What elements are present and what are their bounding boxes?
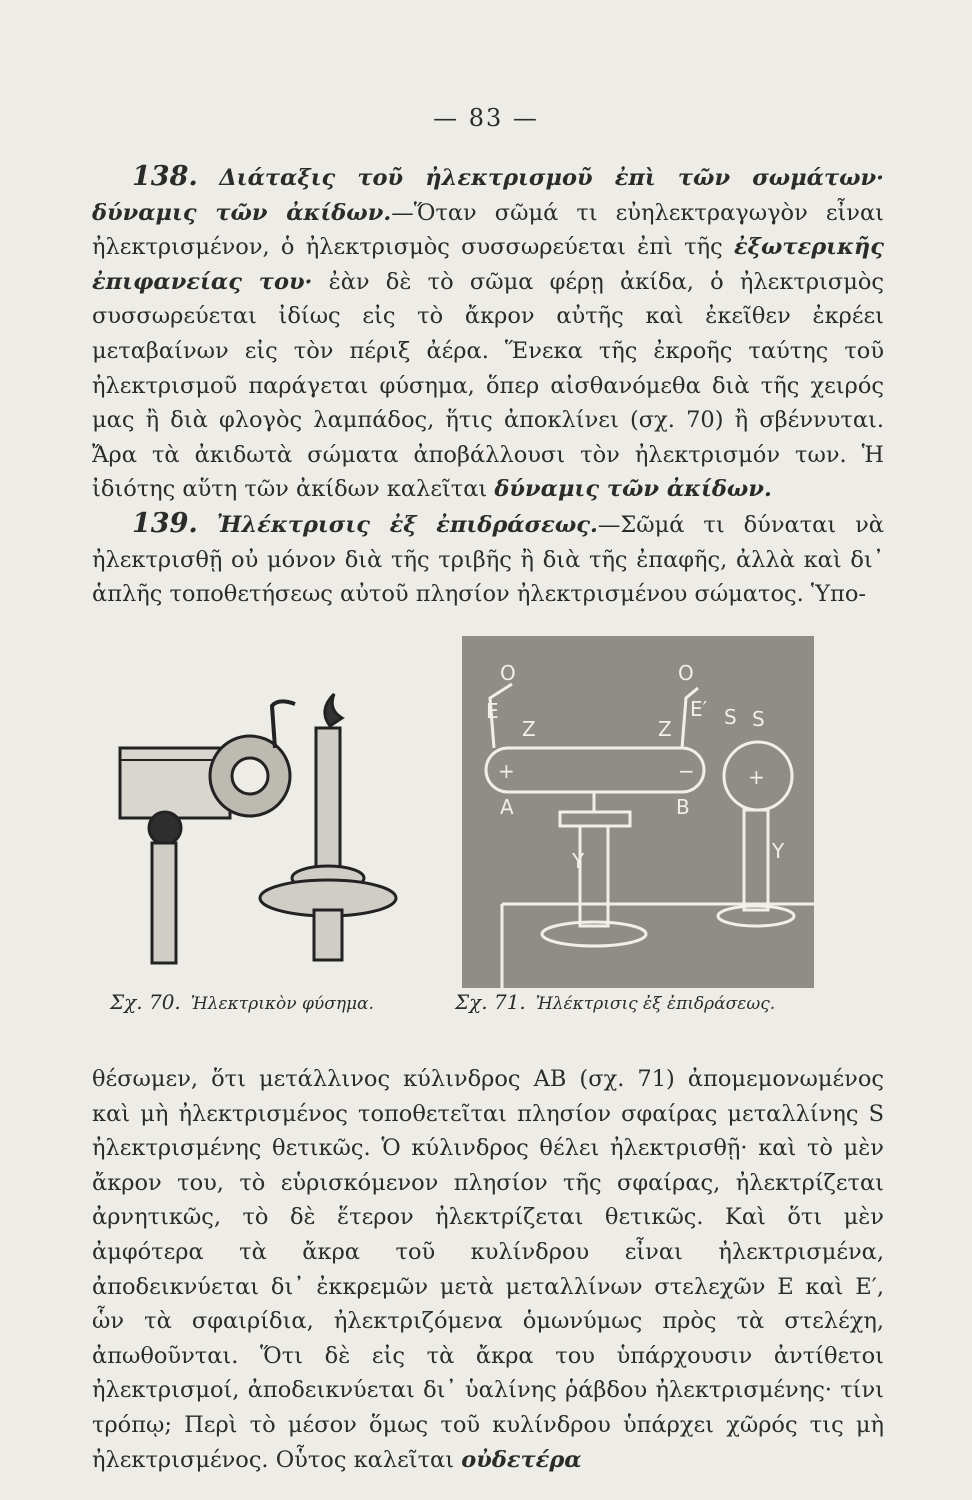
- section-number: 139.: [132, 507, 198, 539]
- paragraph-text: —Σῶμά τι δύναται νὰ ἠλεκτρισθῇ οὐ μόνον διὰ τῆς τριβῆς ἢ διὰ τῆς ἐπαφῆς, ἀλλὰ καὶ δι᾿ ἁπλῆς τοποθετήσεως αὐτοῦ πλησίον ἠλεκτρισμένου σώματος. Ὑπο-: [92, 511, 885, 608]
- page-number: — 83 —: [433, 104, 539, 132]
- figure-70-number: Σχ. 70.: [110, 990, 181, 1014]
- figure-71-label-e: E: [486, 699, 499, 723]
- figure-71-label-b: B: [676, 795, 690, 819]
- figure-71-label-o-left: O: [500, 661, 516, 685]
- section-title: Διάταξις τοῦ ἠλεκτρισμοῦ ἐπὶ τῶν σωμάτων· δύναμις τῶν ἀκίδων.: [92, 165, 884, 226]
- figure-71-label-s-left: S: [724, 705, 737, 729]
- figure-71-label-minus-right: −: [678, 759, 695, 783]
- figure-71-label-z-right: Z: [658, 717, 672, 741]
- figure-71-label-plus-sphere: +: [748, 765, 765, 789]
- paragraph-text: ἐὰν δὲ τὸ σῶμα φέρῃ ἀκίδα, ὁ ἠλεκτρισμὸς συσσωρεύεται ἰδίως εἰς τὸ ἄκρον αὐτῆς καὶ ἐκεῖθεν ἐκρέει μεταβαίνων εἰς τὸν πέριξ ἀέρα. Ἕνεκα τῆς ἐκροῆς ταύτης τοῦ ἠλεκτρισμοῦ παράγεται φύσημα, ὅπερ αἰσθανόμεθα διὰ τῆς χειρός μας ἢ διὰ φλογὸς λαμπάδος, ἥτις ἀποκλίνει (σχ. 70) ἢ σβέννυται. Ἄρα τὰ ἀκιδωτὰ σώματα ἀποβάλλουσι τὸν ἠλεκτρισμόν των. Ἡ ἰδιότης αὕτη τῶν ἀκίδων καλεῖται: [92, 268, 885, 503]
- emphasized-term: δύναμις τῶν ἀκίδων.: [494, 476, 772, 503]
- figure-71-number: Σχ. 71.: [455, 990, 526, 1014]
- figure-70-caption-text: Ἠλεκτρικὸν φύσημα.: [190, 994, 374, 1014]
- text-block-bottom: [92, 1062, 884, 1477]
- emphasized-term: οὐδετέρα: [461, 1446, 582, 1473]
- emphasized-term: ἐξωτερικῆς ἐπιφανείας του·: [92, 234, 884, 295]
- section-number: 138.: [132, 161, 198, 192]
- figure-71-illustration: [462, 636, 814, 988]
- figure-71-label-plus-left: +: [498, 759, 515, 783]
- paragraph-section-138: [92, 160, 884, 507]
- figure-71-label-e-prime: E′: [690, 697, 708, 721]
- figure-71-caption-text: Ἠλέκτρισις ἐξ ἐπιδράσεως.: [535, 994, 776, 1014]
- figure-71-caption: [455, 990, 775, 1014]
- figure-71-label-s-top: S: [752, 707, 765, 731]
- figure-71-label-y-right: Y: [772, 839, 785, 863]
- figure-70-illustration: [110, 688, 430, 978]
- text-block-top: [92, 160, 884, 612]
- paragraph-text: θέσωμεν, ὅτι μετάλλινος κύλινδρος ΑΒ (σχ. 71) ἀπομεμονωμένος καὶ μὴ ἠλεκτρισμένος τοποθετεῖται πλησίον σφαίρας μεταλλίνης S ἠλεκτρισμένης θετικῶς. Ὁ κύλινδρος θέλει ἠλεκτρισθῇ· καὶ τὸ μὲν ἄκρον του, τὸ εὑρισκόμενον πλησίον τῆς σφαίρας, ἠλεκτρίζεται ἀρνητικῶς, τὸ δὲ ἕτερον ἠλεκτρίζεται θετικῶς. Καὶ ὅτι μὲν ἀμφότερα τὰ ἄκρα τοῦ κυλίνδρου εἶναι ἠλεκτρισμένα, ἀποδεικνύεται δι᾿ ἐκκρεμῶν μετὰ μεταλλίνων στελεχῶν Ε καὶ Ε′, ὧν τὰ σφαιρίδια, ἠλεκτριζόμενα ὁμωνύμως πρὸς τὰ στελέχη, ἀπωθοῦνται. Ὅτι δὲ εἰς τὰ ἄκρα του ὑπάρχουσιν ἀντίθετοι ἠλεκτρισμοί, ἀποδεικνύεται δι᾿ ὑαλίνης ῥάβδου ἠλεκτρισμένης· τίνι τρόπῳ; Περὶ τὸ μέσον ὅμως τοῦ κυλίνδρου ὑπάρχει χῶρός τις μὴ ἠλεκτρισμένος. Οὗτος καλεῖται: [92, 1066, 884, 1473]
- figure-71-label-o-right: O: [678, 661, 694, 685]
- figure-71-label-y-left: Y: [572, 849, 585, 873]
- figure-70-caption: [110, 990, 374, 1014]
- paragraph-section-139: [92, 507, 884, 612]
- figure-71-label-z-left: Z: [522, 717, 536, 741]
- paragraph-text: —Ὅταν σῶμά τι εὐηλεκτραγωγὸν εἶναι ἠλεκτρισμένον, ὁ ἠλεκτρισμὸς συσσωρεύεται ἐπὶ τῆς: [92, 199, 884, 261]
- paragraph-continuation: [92, 1062, 884, 1477]
- section-title: Ἠλέκτρισις ἐξ ἐπιδράσεως.: [216, 511, 598, 538]
- figure-71-label-a: A: [500, 795, 514, 819]
